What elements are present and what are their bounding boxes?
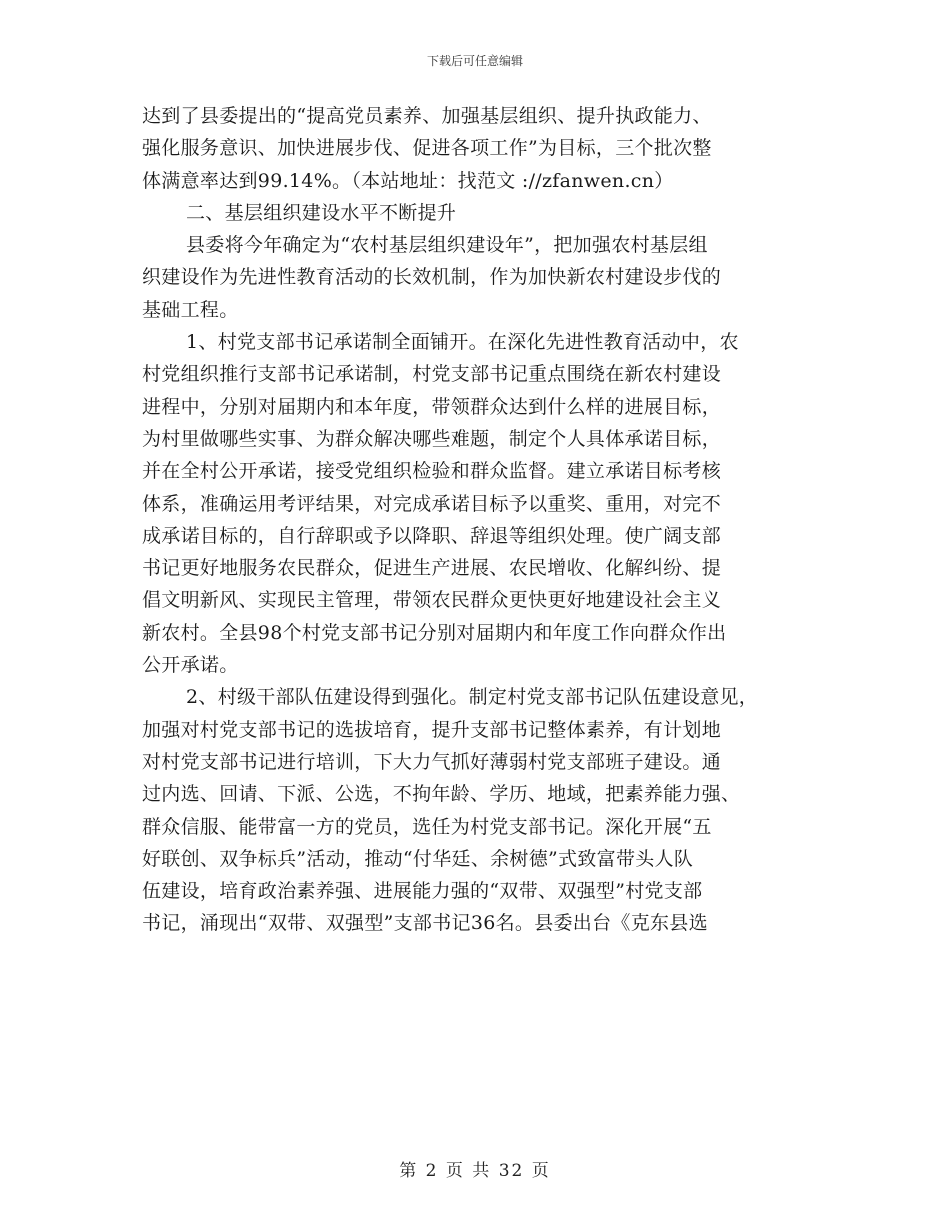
text-line: 书记，涌现出“双带、双强型”支部书记36名。县委出台《克东县选 (142, 912, 708, 935)
text-line: 倡文明新风、实现民主管理，带领农民群众更快更好地建设社会主义 (142, 589, 722, 612)
text-line: 对村党支部书记进行培训，下大力气抓好薄弱村党支部班子建设。通 (142, 750, 722, 773)
text-line: 并在全村公开承诺，接受党组织检验和群众监督。建立承诺目标考核 (142, 460, 722, 483)
text-line: 1、村党支部书记承诺制全面铺开。在深化先进性教育活动中，农 (186, 331, 739, 354)
document-body (142, 100, 822, 940)
text-line: 基础工程。 (142, 298, 239, 321)
text-line: 书记更好地服务农民群众，促进生产进展、农民增收、化解纠纷、提 (142, 557, 722, 580)
text-line: 公开承诺。 (142, 654, 239, 677)
text-line: 成承诺目标的，自行辞职或予以降职、辞退等组织处理。使广阔支部 (142, 524, 722, 547)
text-line: 好联创、双争标兵”活动，推动“付华廷、余树德”式致富带头人队 (142, 847, 694, 870)
text-line: 群众信服、能带富一方的党员，选任为村党支部书记。深化开展“五 (142, 815, 712, 838)
text-line: 村党组织推行支部书记承诺制，村党支部书记重点围绕在新农村建设 (142, 363, 722, 386)
header-note: 下载后可任意编辑 (426, 54, 523, 68)
text-line: 体系，准确运用考评结果，对完成承诺目标予以重奖、重用，对完不 (142, 492, 722, 515)
text-line: 体满意率达到99.14%。（本站地址：找范文 ://zfanwen.cn） (142, 169, 674, 192)
text-line: 新农村。全县98个村党支部书记分别对届期内和年度工作向群众作出 (142, 621, 727, 644)
text-line: 进程中，分别对届期内和本年度，带领群众达到什么样的进展目标， (142, 395, 722, 418)
text-line: 织建设作为先进性教育活动的长效机制，作为加快新农村建设步伐的 (142, 266, 722, 289)
text-line: 为村里做哪些实事、为群众解决哪些难题，制定个人具体承诺目标， (142, 427, 722, 450)
text-line: 达到了县委提出的“提高党员素养、加强基层组织、提升执政能力、 (142, 105, 712, 127)
text-line: 过内选、回请、下派、公选，不拘年龄、学历、地域，把素养能力强、 (142, 783, 741, 806)
section-heading: 二、基层组织建设水平不断提升 (186, 201, 457, 224)
text-line: 强化服务意识、加快进展步伐、促进各项工作”为目标，三个批次整 (142, 137, 712, 160)
text-line: 伍建设，培育政治素养强、进展能力强的“双带、双强型”村党支部 (142, 880, 703, 903)
text-line: 县委将今年确定为“农村基层组织建设年”，把加强农村基层组 (186, 234, 708, 257)
page-number: 第 2 页 共 32 页 (399, 1161, 551, 1181)
text-line: 加强对村党支部书记的选拔培育，提升支部书记整体素养，有计划地 (142, 718, 722, 741)
text-line: 2、村级干部队伍建设得到强化。制定村党支部书记队伍建设意见， (186, 686, 759, 709)
